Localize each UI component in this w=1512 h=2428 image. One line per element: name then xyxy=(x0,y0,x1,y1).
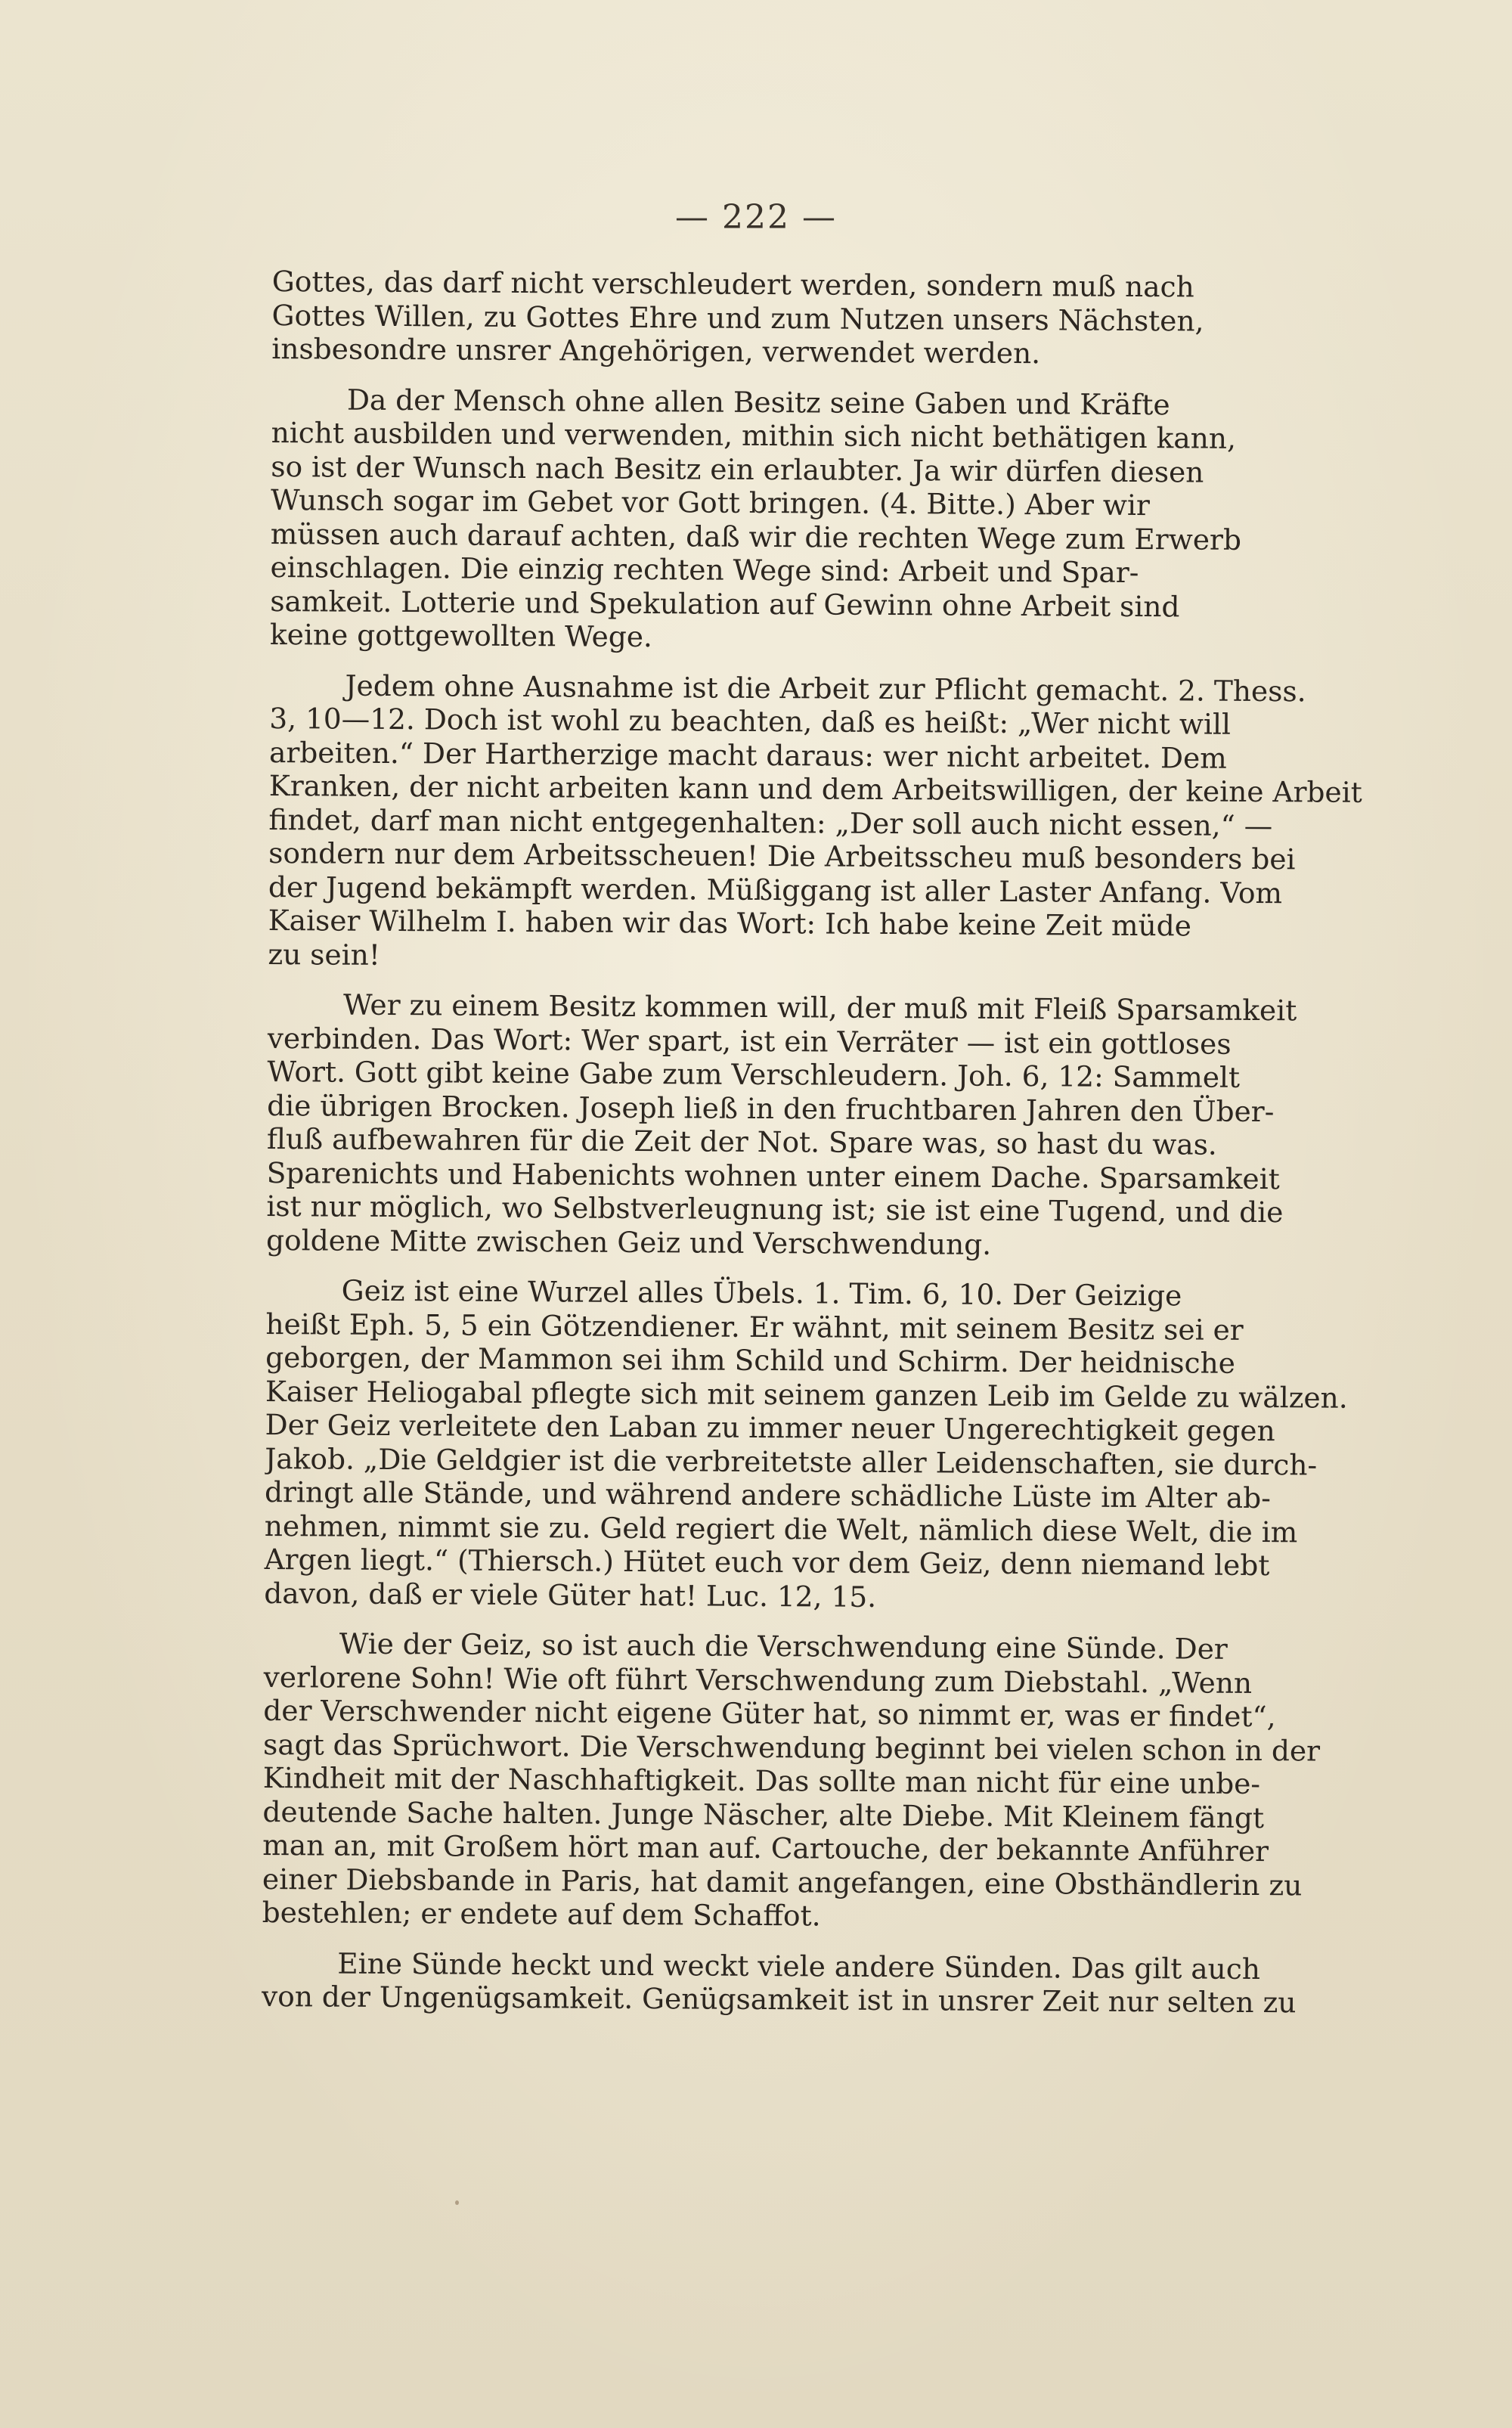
text-line: sagt das Sprüchwort. Die Verschwendung beginnt bei vielen schon in der xyxy=(262,1727,1321,1768)
text-line: Da der Mensch ohne allen Besitz seine Gaben und Kräfte xyxy=(346,383,1170,421)
body-text xyxy=(262,265,1399,2037)
text-line: fluß aufbewahren für die Zeit der Not. Spare was, so hast du was. xyxy=(266,1121,1217,1161)
text-line: Jedem ohne Ausnahme ist die Arbeit zur Pflicht gemacht. 2. Thess. xyxy=(345,668,1306,708)
text-line: Wunsch sogar im Gebet vor Gott bringen. (4. Bitte.) Aber wir xyxy=(270,482,1150,523)
text-line: Wie der Geiz, so ist auch die Verschwendung eine Sünde. Der xyxy=(339,1626,1228,1666)
text-line: man an, mit Großem hört man auf. Cartouche, der bekannte Anführer xyxy=(262,1828,1269,1868)
text-line: dringt alle Stände, und während andere schädliche Lüste im Alter ab- xyxy=(264,1474,1271,1515)
text-line: einer Diebsbande in Paris, hat damit angefangen, eine Obsthändlerin zu xyxy=(262,1862,1303,1902)
text-line: die übrigen Brocken. Joseph ließ in den fruchtbaren Jahren den Über- xyxy=(267,1088,1275,1128)
text-line: Wort. Gott gibt keine Gabe zum Verschleudern. Joh. 6, 12: Sammelt xyxy=(267,1054,1241,1094)
text-line: Geiz ist eine Wurzel alles Übels. 1. Tim. 6, 10. Der Geizige xyxy=(341,1273,1182,1313)
text-line: davon, daß er viele Güter hat! Luc. 12, 15. xyxy=(264,1576,877,1614)
text-line: der Jugend bekämpft werden. Müßiggang ist aller Laster Anfang. Vom xyxy=(268,870,1283,910)
paragraph xyxy=(266,988,1394,1264)
page-number: — 222 — xyxy=(675,198,837,237)
text-line: Eine Sünde heckt und weckt viele andere Sünden. Das gilt auch xyxy=(337,1946,1261,1986)
text-line: müssen auch darauf achten, daß wir die rechten Wege zum Erwerb xyxy=(270,516,1242,557)
paragraph xyxy=(262,1626,1390,1937)
text-line: Kaiser Wilhelm I. haben wir das Wort: Ich habe keine Zeit müde xyxy=(268,903,1192,943)
text-line: zu sein! xyxy=(268,937,381,972)
text-line: geborgen, der Mammon sei ihm Schild und Schirm. Der heidnische xyxy=(265,1340,1236,1380)
text-line: verbinden. Das Wort: Wer spart, ist ein Verräter — ist ein gottloses xyxy=(267,1021,1232,1061)
text-line: der Verschwender nicht eigene Güter hat, so nimmt er, was er findet“, xyxy=(263,1693,1276,1734)
paragraph xyxy=(268,668,1396,978)
text-line: findet, darf man nicht entgegenhalten: „Der soll auch nicht essen,“ — xyxy=(268,802,1273,842)
text-line: Gottes, das darf nicht verschleudert werden, sondern muß nach xyxy=(271,265,1194,304)
paragraph xyxy=(262,1946,1389,2020)
text-line: Jakob. „Die Geldgier ist die verbreitetste aller Leidenschaften, sie durch- xyxy=(265,1441,1318,1481)
text-line: arbeiten.“ Der Hartherzige macht daraus: wer nicht arbeitet. Dem xyxy=(268,735,1227,775)
paragraph xyxy=(264,1273,1393,1617)
text-line: Kindheit mit der Naschhaftigkeit. Das sollte man nicht für eine unbe- xyxy=(262,1760,1261,1801)
paper-speck xyxy=(455,2200,459,2205)
text-line: Sparenichts und Habenichts wohnen unter einem Dache. Sparsamkeit xyxy=(266,1155,1280,1195)
text-line: Gottes Willen, zu Gottes Ehre und zum Nutzen unsers Nächsten, xyxy=(271,298,1204,338)
text-line: 3, 10—12. Doch ist wohl zu beachten, daß es heißt: „Wer nicht will xyxy=(269,701,1232,741)
text-line: verlorene Sohn! Wie oft führt Verschwendung zum Diebstahl. „Wenn xyxy=(263,1660,1253,1700)
paragraph xyxy=(270,382,1398,658)
text-line: nicht ausbilden und verwenden, mithin sich nicht bethätigen kann, xyxy=(271,415,1237,455)
text-line: samkeit. Lotterie und Spekulation auf Gewinn ohne Arbeit sind xyxy=(270,584,1180,623)
paragraph xyxy=(271,265,1399,373)
text-line: Kaiser Heliogabal pflegte sich mit seinem ganzen Leib im Gelde zu wälzen. xyxy=(265,1374,1348,1415)
text-line: von der Ungenügsamkeit. Genügsamkeit ist in unsrer Zeit nur selten zu xyxy=(261,1979,1297,2020)
text-line: Der Geiz verleitete den Laban zu immer neuer Ungerechtigkeit gegen xyxy=(265,1407,1275,1448)
text-line: keine gottgewollten Wege. xyxy=(269,617,653,654)
text-line: Wer zu einem Besitz kommen will, der muß mit Fleiß Sparsamkeit xyxy=(342,988,1297,1028)
text-line: einschlagen. Die einzig rechten Wege sind: Arbeit und Spar- xyxy=(270,550,1139,590)
text-line: so ist der Wunsch nach Besitz ein erlaubter. Ja wir dürfen diesen xyxy=(271,449,1204,489)
text-line: Argen liegt.“ (Thiersch.) Hütet euch vor dem Geiz, denn niemand lebt xyxy=(264,1542,1270,1583)
text-line: sondern nur dem Arbeitsscheuen! Die Arbeitsscheu muß besonders bei xyxy=(268,836,1296,876)
text-line: deutende Sache halten. Junge Näscher, alte Diebe. Mit Kleinem fängt xyxy=(262,1794,1265,1834)
text-line: nehmen, nimmt sie zu. Geld regiert die Welt, nämlich diese Welt, die im xyxy=(264,1509,1298,1549)
text-line: Kranken, der nicht arbeiten kann und dem Arbeitswilligen, der keine Arbeit xyxy=(268,768,1362,809)
text-line: ist nur möglich, wo Selbstverleugnung ist; sie ist eine Tugend, und die xyxy=(266,1189,1284,1230)
text-line: heißt Eph. 5, 5 ein Götzendiener. Er wähnt, mit seinem Besitz sei er xyxy=(265,1307,1244,1347)
text-line: goldene Mitte zwischen Geiz und Verschwendung. xyxy=(265,1223,992,1261)
text-line: bestehlen; er endete auf dem Schaffot. xyxy=(262,1895,821,1933)
text-line: insbesondre unsrer Angehörigen, verwendet werden. xyxy=(271,331,1041,371)
